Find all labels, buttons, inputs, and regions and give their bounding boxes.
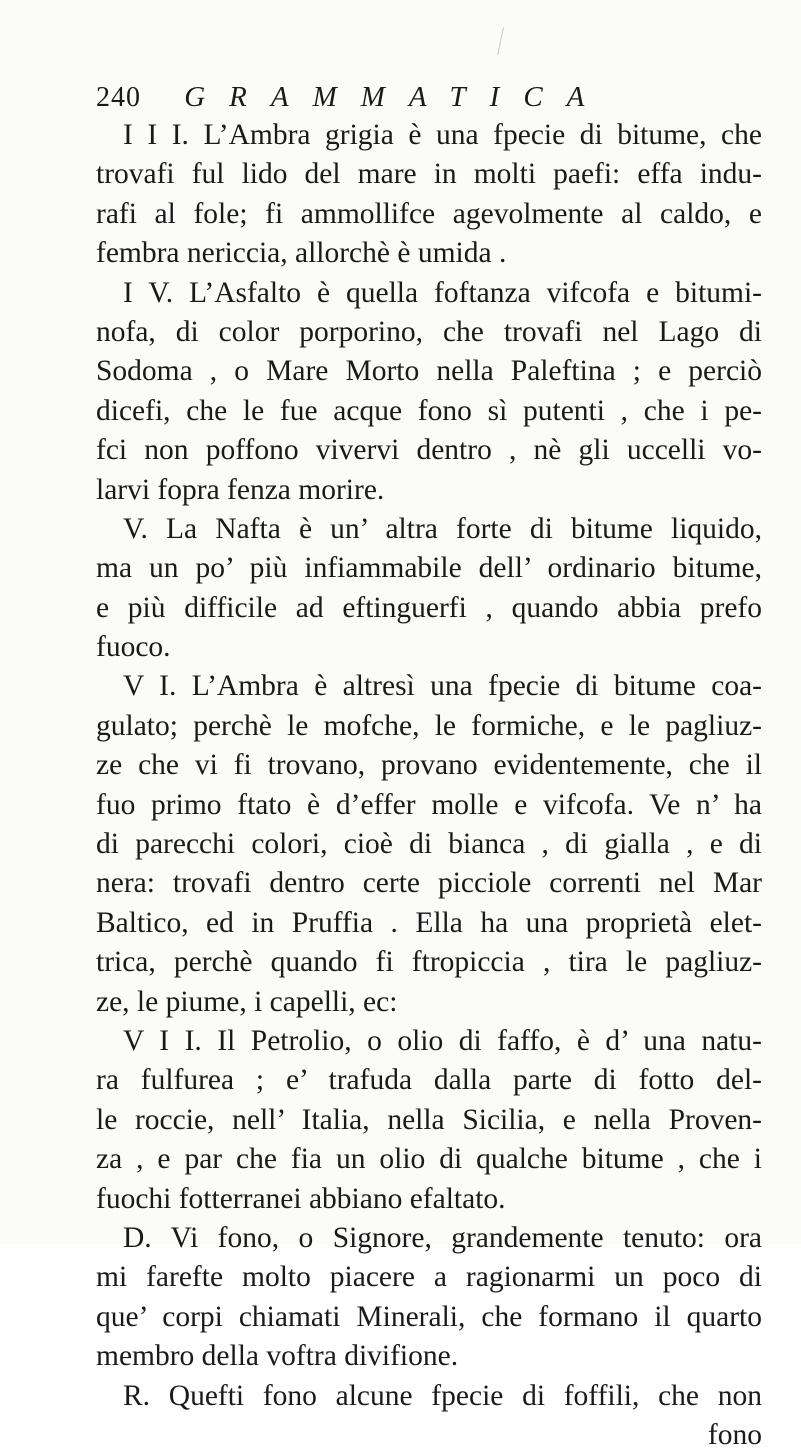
text-line: R. Quefti fono alcune fpecie di foffili, che non	[123, 1379, 762, 1412]
text-line: I I I. L’Ambra grigia è una fpecie di bitume, che	[123, 119, 762, 151]
text-line: fci non poffono vivervi dentro , nè gli uccelli vo-	[96, 434, 762, 467]
text-line: mi farefte molto piacere a ragionarmi un poco di	[96, 1261, 762, 1294]
text-line: fuochi fotterranei abbiano efaltato.	[96, 1182, 506, 1215]
text-line: nofa, di color porporino, che trovafi nel Lago di	[96, 315, 762, 348]
text-line: I V. L’Asfalto è quella foftanza vifcofa e bitumi-	[123, 276, 762, 309]
text-line: V I I. Il Petrolio, o olio di faffo, è d’ una natu-	[123, 1024, 762, 1057]
text-line: fono	[707, 1418, 762, 1451]
text-line: nera: trovafi dentro certe picciole correnti nel Mar	[96, 867, 762, 900]
text-line: gulato; perchè le mofche, le formiche, e le pagliuz-	[96, 709, 762, 742]
text-line: za , e par che fia un olio di qualche bitume , che i	[96, 1143, 762, 1176]
text-line: dicefi, che le fue acque fono sì putenti , che i pe-	[96, 394, 762, 427]
text-line: fembra nericcia, allorchè è umida .	[96, 237, 507, 270]
page-header	[96, 74, 736, 118]
text-line: trica, perchè quando fi ftropiccia , tira le pagliuz-	[96, 946, 762, 979]
text-line: Baltico, ed in Pruffia . Ella ha una proprietà elet-	[96, 906, 762, 939]
text-line: trovafi ful lido del mare in molti paefi: effa indu-	[96, 158, 762, 191]
text-line: V. La Nafta è un’ altra forte di bitume liquido,	[123, 512, 762, 545]
text-line: ma un po’ più infiammabile dell’ ordinario bitume,	[96, 552, 762, 585]
text-line: ze, le piume, i capelli, ec:	[96, 985, 398, 1018]
text-line: e più difficile ad eftinguerfi , quando abbia prefo	[96, 591, 762, 624]
text-line: D. Vi fono, o Signore, grandemente tenuto: ora	[123, 1221, 762, 1254]
text-line: membro della voftra divifione.	[96, 1340, 459, 1373]
text-line: di parecchi colori, cioè di bianca , di gialla , e di	[96, 828, 762, 861]
text-line: rafi al fole; fi ammollifce agevolmente al caldo, e	[96, 197, 762, 230]
text-line: V I. L’Ambra è altresì una fpecie di bitume coa-	[123, 670, 762, 703]
text-line: le roccie, nell’ Italia, nella Sicilia, e nella Proven-	[96, 1103, 762, 1136]
text-line: fuoco.	[96, 631, 171, 664]
running-title: GRAMMATICA	[184, 81, 609, 113]
page-number: 240	[96, 82, 141, 113]
paper-mark	[497, 27, 512, 56]
text-line: Sodoma , o Mare Morto nella Paleftina ; e perciò	[96, 355, 762, 388]
text-line: que’ corpi chiamati Minerali, che formano il quarto	[96, 1300, 762, 1333]
text-line: larvi fopra fenza morire.	[96, 473, 385, 506]
text-line: ra fulfurea ; e’ trafuda dalla parte di fotto del-	[96, 1064, 762, 1097]
body-text	[96, 116, 762, 1455]
text-line: ze che vi fi trovano, provano evidentemente, che il	[96, 749, 762, 782]
text-line: fuo primo ftato è d’effer molle e vifcofa. Ve n’ ha	[96, 788, 762, 821]
